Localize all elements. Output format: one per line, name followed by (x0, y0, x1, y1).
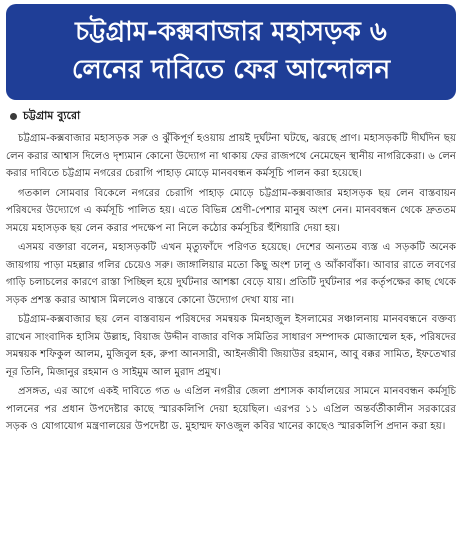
headline-line-1: চট্টগ্রাম-কক্সবাজার মহাসড়ক ৬ (75, 17, 387, 47)
paragraph: প্রসঙ্গত, এর আগে একই দাবিতে গত ৬ এপ্রিল নগরীর জেলা প্রশাসক কার্যালয়ের সামনে মানববন্ধন কর্মসূচি পালনের পর প্রধান উপদেষ্টার কাছে স্মারকলিপি দেয়া হয়েছিল। এরপর ১১ এপ্রিল অন্তর্বর্তীকালীন সরকারের সড়ক ও যোগাযোগ মন্ত্রণালয়ের উপদেষ্টা ড. মুহাম্মদ ফাওজুল কবির খানের কাছেও স্মারকলিপি প্রদান করা হয়। (6, 386, 456, 432)
paragraph: চট্টগ্রাম-কক্সবাজার ছয় লেন বাস্তবায়ন পরিষদের সমন্বয়ক মিনহাজুল ইসলামের সঞ্চালনায় মানববন্ধনে বক্তব্য রাখেন সাংবাদিক হাসিম উল্লাহ, বিয়াজ উদ্দীন বাজার বণিক সমিতির সাধারণ সম্পাদক মোজাম্মেল হক, পরিষদের সমন্বয়ক শফিকুল আলম, মুজিবুল হক, রুপা আনসারী, আইনজীবী জিয়াউর রহমান, আবু বক্কর সামিত, ইফতেখার নূর তিনি, মিজানুর রহমান ও সাইমুম আল মুরাদ প্রমুখ। (6, 314, 456, 378)
paragraph: এসময় বক্তারা বলেন, মহাসড়কটি এখন মৃত্যুফাঁদে পরিণত হয়েছে। দেশের অন্যতম ব্যস্ত এ সড়কটি অনেক জায়গায় পাড়া মহল্লার গলির চেয়েও সরু। জাঙ্গালিয়ার মতো কিছু অংশ ঢালু ও আঁকাবাঁকা। আবার রাতে লবণের গাড়ি চলাচলের কারণে রাস্তা পিচ্ছিল হয়ে দুর্ঘটনার আশঙ্কা বেড়ে যায়। প্রতিটি দুর্ঘটনার পর কর্তৃপক্ষের কাছ থেকে সড়ক প্রশস্ত করার আশ্বাস মিললেও বাস্তবে কোনো উদ্যোগ দেখা যায় না। (6, 242, 456, 306)
bullet-icon (10, 113, 17, 120)
byline (6, 108, 456, 124)
byline-text: চট্টগ্রাম ব্যুরো (23, 108, 81, 122)
headline-banner (6, 4, 456, 100)
article-body (6, 130, 456, 436)
paragraph: গতকাল সোমবার বিকেলে নগরের চেরাগি পাহাড় মোড়ে চট্টগ্রাম-কক্সবাজার মহাসড়ক ছয় লেন বাস্তবায়ন পরিষদের উদ্যোগে এ কর্মসূচি পালিত হয়। এতে বিভিন্ন শ্রেণী-পেশার মানুষ অংশ নেন। মানববন্ধন থেকে দ্রুততম সময়ে মহাসড়ক ছয় লেন করার পদক্ষেপ না নিলে কঠোর কর্মসূচির হুঁশিয়ারি দেয়া হয়। (6, 187, 456, 234)
paragraph: চট্টগ্রাম-কক্সবাজার মহাসড়ক সরু ও ঝুঁকিপূর্ণ হওয়ায় প্রায়ই দুর্ঘটনা ঘটছে, ঝরছে প্রাণ। মহাসড়কটি দীর্ঘদিন ছয় লেন করার আশ্বাস দিলেও দৃশ্যমান কোনো উদ্যোগ না থাকায় ফের রাজপথে নেমেছেন স্থানীয় নাগরিকেরা। ৬ লেন করার দাবিতে চট্টগ্রাম নগরের চেরাগি পাহাড় মোড়ে মানববন্ধন কর্মসূচি পালন করা হয়েছে। (6, 133, 456, 179)
headline-line-2: লেনের দাবিতে ফের আন্দোলন (71, 55, 391, 85)
